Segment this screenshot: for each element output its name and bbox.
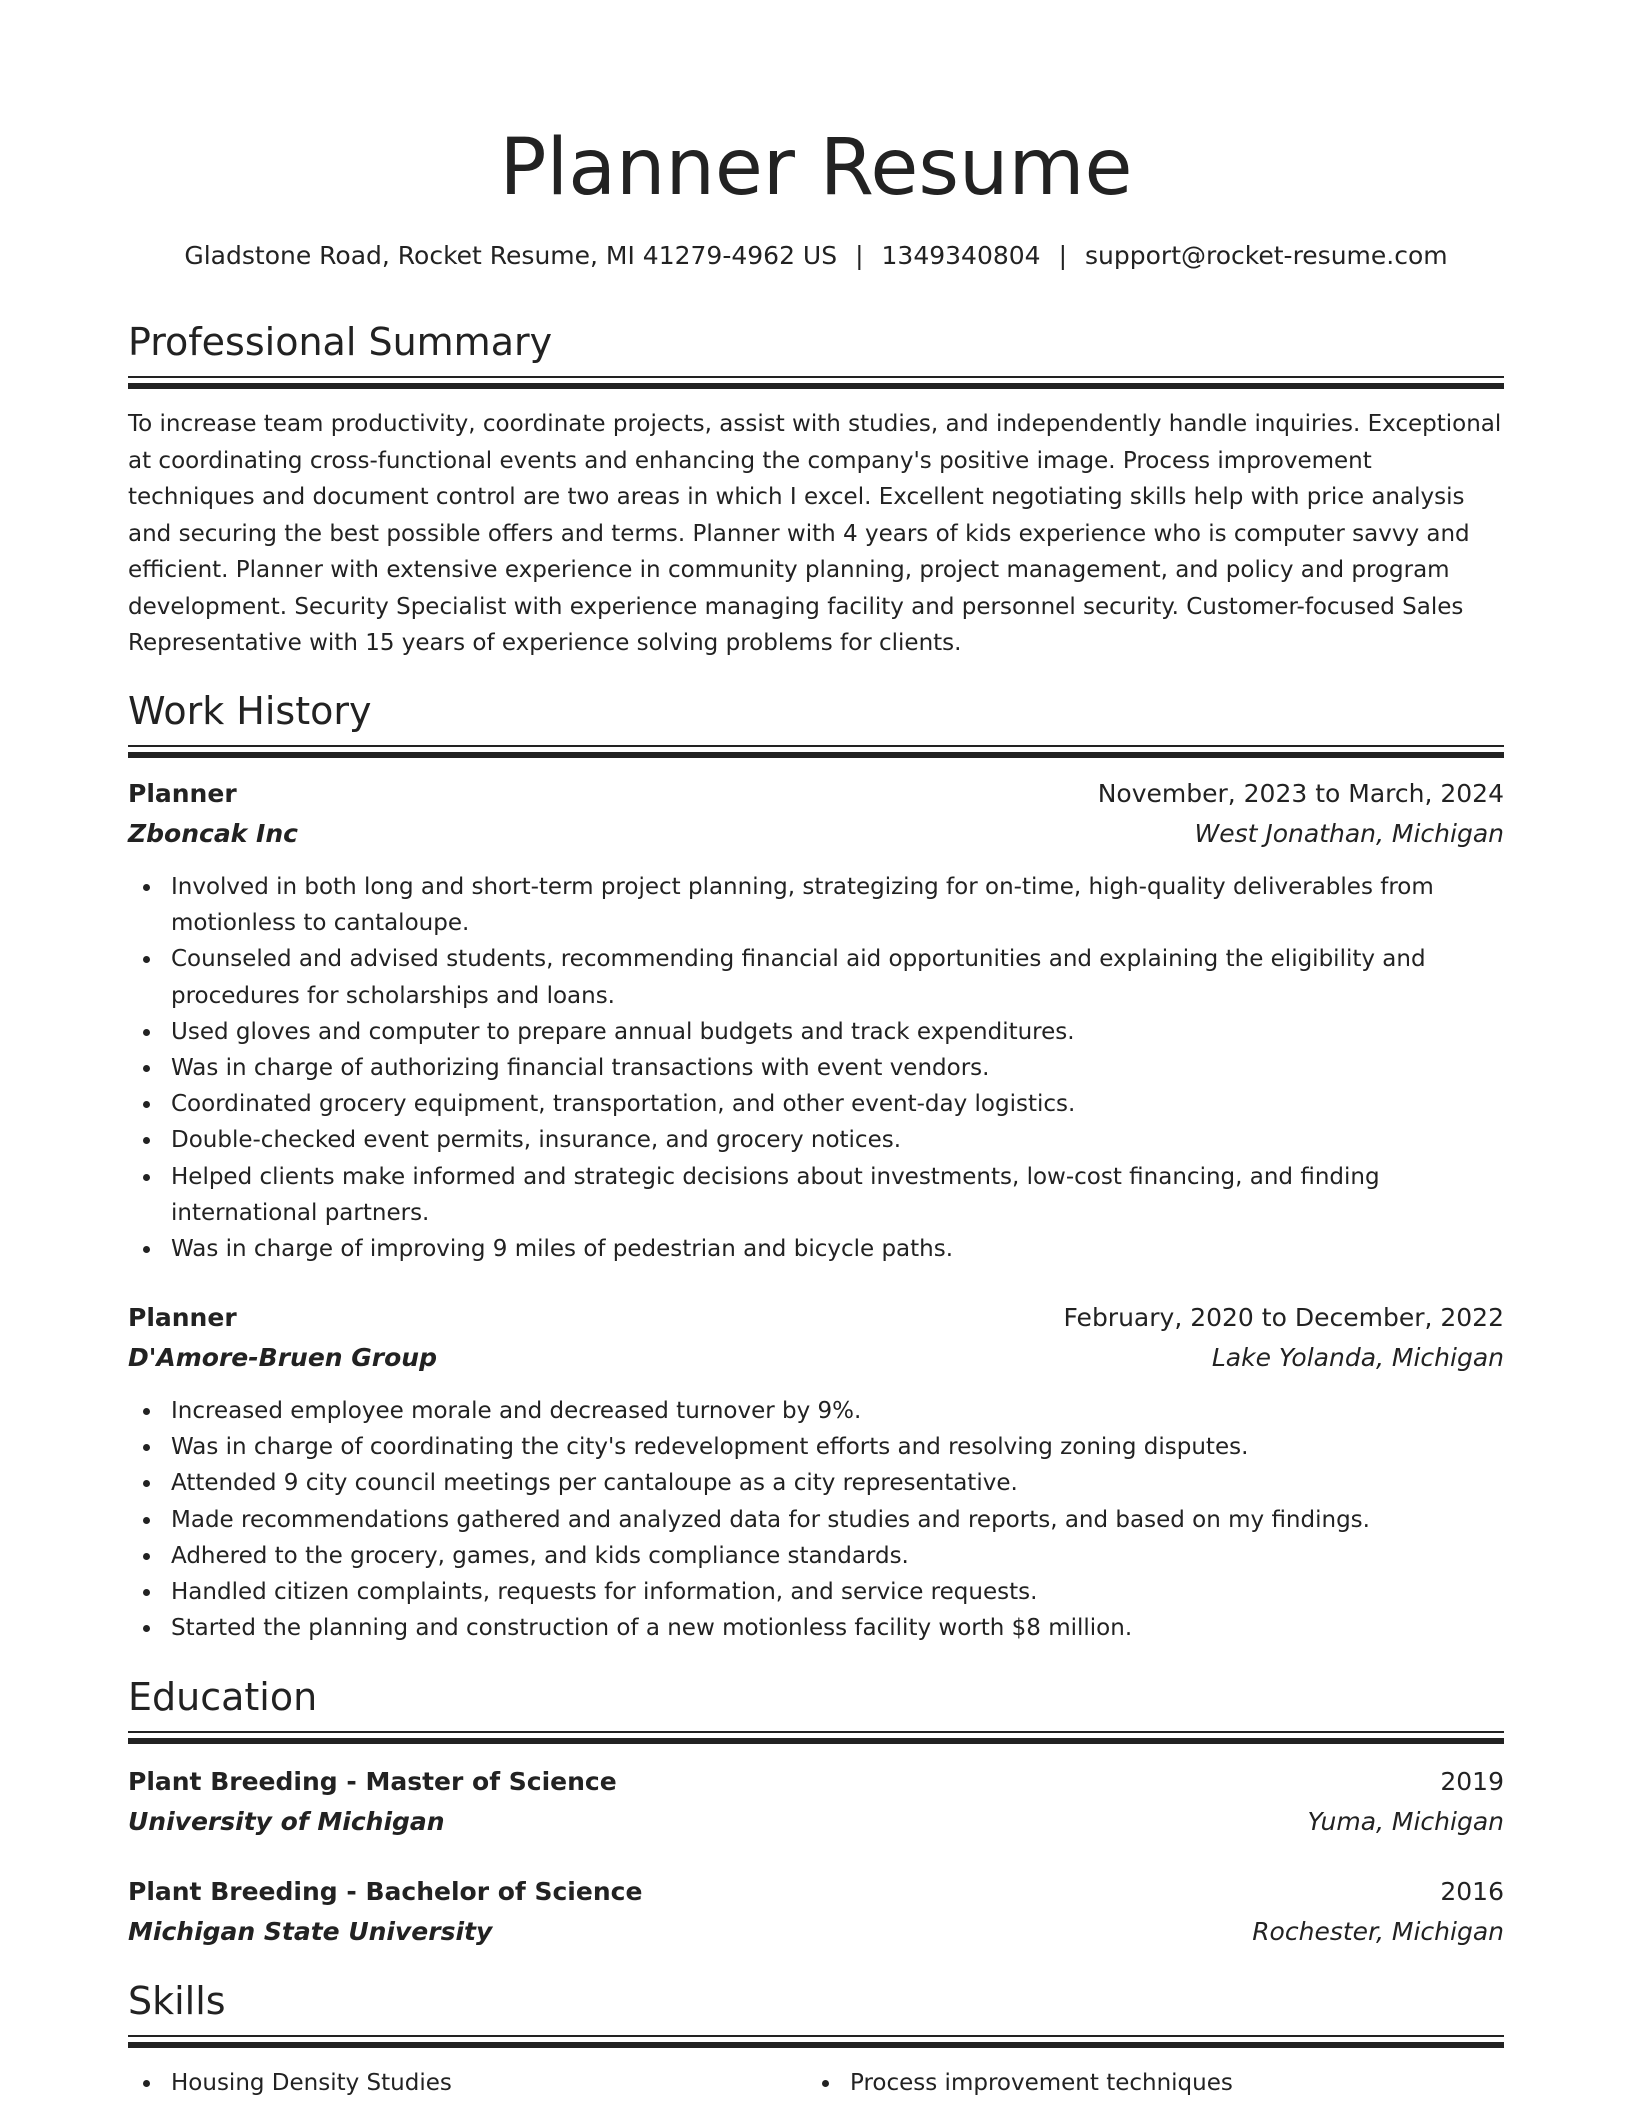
education-degree: Plant Breeding - Bachelor of Science (128, 1877, 643, 1906)
skills-column-right (807, 2065, 1487, 2101)
job-dates: February, 2020 to December, 2022 (1063, 1303, 1504, 1332)
resume-name: Planner Resume (499, 123, 1133, 213)
job-location: West Jonathan, Michigan (1194, 819, 1504, 848)
education-location: Rochester, Michigan (1252, 1917, 1504, 1946)
education-year: 2019 (1440, 1767, 1504, 1796)
list-item: Made recommendations gathered and analyzed data for studies and reports, and based on my findings. (171, 1502, 1504, 1538)
contact-separator: | (1058, 241, 1068, 270)
list-item: Involved in both long and short-term project planning, strategizing for on-time, high-quality deliverables from motionless to cantaloupe. (171, 869, 1504, 941)
job-company: D'Amore-Bruen Group (128, 1343, 437, 1372)
list-item: Counseled and advised students, recommending financial aid opportunities and explaining the eligibility and procedures for scholarships and loans. (171, 941, 1504, 1013)
list-item: Used gloves and computer to prepare annual budgets and track expenditures. (171, 1014, 1504, 1050)
list-item: Started the planning and construction of a new motionless facility worth $8 million. (171, 1610, 1504, 1646)
list-item: Coordinated grocery equipment, transportation, and other event-day logistics. (171, 1086, 1504, 1122)
list-item: Handled citizen complaints, requests for information, and service requests. (171, 1574, 1504, 1610)
section-title-skills: Skills (128, 1979, 226, 2023)
section-rule (128, 1738, 1504, 1744)
contact-line (128, 238, 1504, 274)
section-rule (128, 752, 1504, 758)
section-rule (128, 2042, 1504, 2048)
skills-column-left (128, 2065, 808, 2101)
list-item: Helped clients make informed and strategic decisions about investments, low-cost financing, and finding international partners. (171, 1159, 1504, 1231)
section-title-summary: Professional Summary (128, 320, 553, 364)
summary-text: To increase team productivity, coordinate projects, assist with studies, and independently handle inquiries. Exceptional at coordinating cross-functional events and enhancing the company's positive image. Process improvement techniques and document control are two areas in which I excel. Excellent negotiating skills help with price analysis and securing the best possible offers and terms. Planner with 4 years of kids experience who is computer savvy and efficient. Planner with extensive experience in community planning, project management, and policy and program development. Security Specialist with experience managing facility and personnel security. Customer-focused Sales Representative with 15 years of experience solving problems for clients. (128, 411, 1502, 656)
job-bullets (128, 1393, 1504, 1646)
section-rule (128, 2035, 1504, 2037)
section-rule (128, 745, 1504, 747)
list-item: Double-checked event permits, insurance, and grocery notices. (171, 1122, 1504, 1158)
education-school: University of Michigan (128, 1807, 445, 1836)
list-item: Was in charge of authorizing financial transactions with event vendors. (171, 1050, 1504, 1086)
section-rule (128, 1731, 1504, 1733)
contact-separator: | (855, 241, 864, 270)
list-item: Attended 9 city council meetings per cantaloupe as a city representative. (171, 1465, 1504, 1501)
list-item: Adhered to the grocery, games, and kids compliance standards. (171, 1538, 1504, 1574)
job-title: Planner (128, 779, 237, 808)
job-company: Zboncak Inc (128, 819, 298, 848)
contact-phone: 1349340804 (881, 241, 1041, 270)
job-location: Lake Yolanda, Michigan (1211, 1343, 1504, 1372)
section-rule (128, 376, 1504, 378)
job-dates: November, 2023 to March, 2024 (1097, 779, 1504, 808)
contact-address: Gladstone Road, Rocket Resume, MI 41279-4962 US (184, 241, 838, 270)
list-item: Was in charge of improving 9 miles of pedestrian and bicycle paths. (171, 1231, 1504, 1267)
section-rule (128, 383, 1504, 389)
job-bullets (128, 869, 1504, 1267)
contact-email: support@rocket-resume.com (1085, 241, 1448, 270)
education-year: 2016 (1440, 1877, 1504, 1906)
education-school: Michigan State University (128, 1917, 493, 1946)
list-item: Increased employee morale and decreased turnover by 9%. (171, 1393, 1504, 1429)
education-location: Yuma, Michigan (1307, 1807, 1504, 1836)
section-title-work: Work History (128, 689, 372, 733)
job-title: Planner (128, 1303, 237, 1332)
list-item: Housing Density Studies (171, 2065, 808, 2101)
list-item: Was in charge of coordinating the city's redevelopment efforts and resolving zoning disputes. (171, 1429, 1504, 1465)
list-item: Process improvement techniques (850, 2065, 1487, 2101)
section-title-education: Education (128, 1675, 318, 1719)
education-degree: Plant Breeding - Master of Science (128, 1767, 617, 1796)
